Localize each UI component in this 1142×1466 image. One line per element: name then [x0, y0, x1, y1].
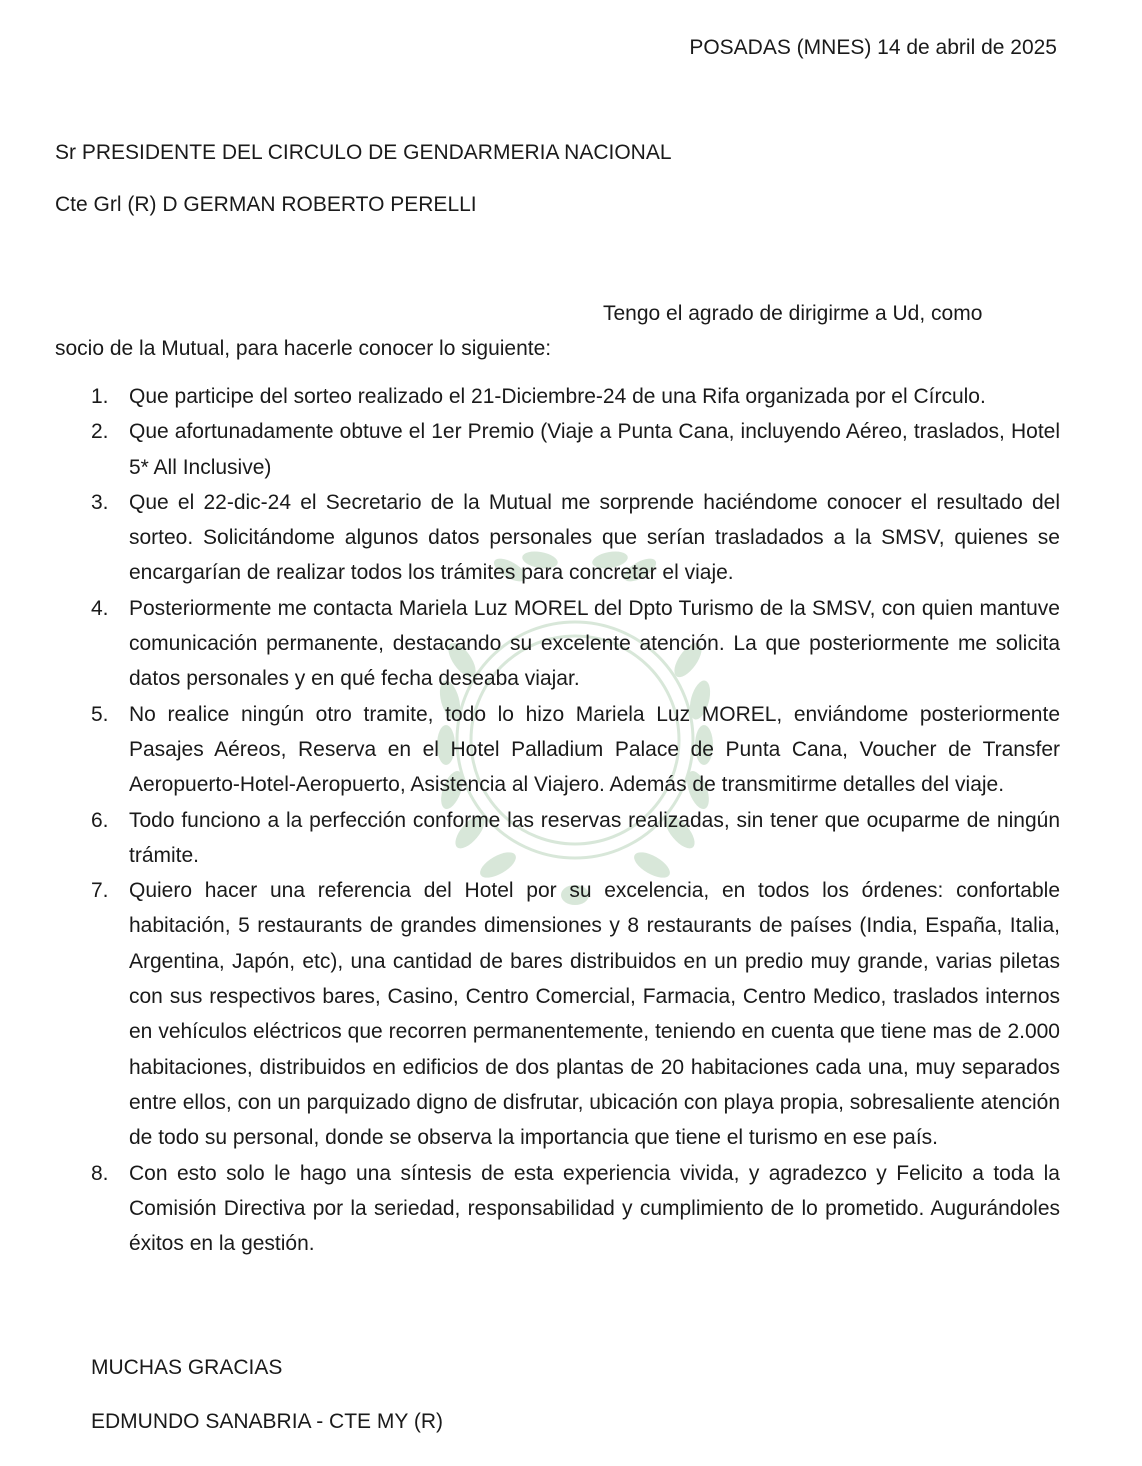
list-item-text: Todo funciono a la perfección conforme las reservas realizadas, sin tener que ocuparme de ningún trámite.: [129, 808, 1060, 867]
list-item-text: Posteriormente me contacta Mariela Luz MOREL del Dpto Turismo de la SMSV, con quien mantuve comunicación permanente, destacando su excelente atención. La que posteriormente me solicita datos personales y en qué fecha deseaba viajar.: [129, 596, 1060, 691]
list-item: [88, 803, 1060, 874]
list-item-number: 2.: [91, 420, 109, 444]
date-line: POSADAS (MNES) 14 de abril de 2025: [689, 36, 1057, 59]
list-item-text: Que el 22-dic-24 el Secretario de la Mutual me sorprende haciéndome conocer el resultado del sorteo. Solicitándome algunos datos personales que serían trasladados a la SMSV, quienes se encargarían de realizar todos los trámites para concretar el viaje.: [129, 490, 1060, 585]
list-item-number: 6.: [91, 808, 109, 832]
list-item-text: Que participe del sorteo realizado el 21-Diciembre-24 de una Rifa organizada por el Círculo.: [129, 385, 986, 408]
list-item-number: 8.: [91, 1161, 109, 1185]
list-item-text: Con esto solo le hago una síntesis de esta experiencia vivida, y agradezco y Felicito a toda la Comisión Directiva por la seriedad, responsabilidad y cumplimiento de lo prometido. Augurándoles éxitos en la gestión.: [129, 1161, 1060, 1256]
list-item-text: Quiero hacer una referencia del Hotel por su excelencia, en todos los órdenes: confortable habitación, 5 restaurants de grandes dimensiones y 8 restaurants de países (India, España, Italia, Argentina, Japón, etc), una cantidad de bares distribuidos en un predio muy grande, varias piletas con sus respectivos bares, Casino, Centro Comercial, Farmacia, Centro Medico, traslados internos en vehículos eléctricos que recorren permanentemente, teniendo en cuenta que tiene mas de 2.000 habitaciones, distribuidos en edificios de dos plantas de 20 habitaciones cada una, muy separados entre ellos, con un parquizado digno de disfrutar, ubicación con playa propia, sobresaliente atención de todo su personal, donde se observa la importancia que tiene el turismo en ese país.: [129, 879, 1060, 1150]
list-item: [88, 485, 1060, 591]
signature: EDMUNDO SANABRIA - CTE MY (R): [91, 1410, 443, 1433]
list-item-number: 7.: [91, 879, 109, 903]
intro-first-line: Tengo el agrado de dirigirme a Ud, como: [603, 302, 983, 325]
closing-thanks: MUCHAS GRACIAS: [91, 1356, 283, 1379]
list-item-number: 5.: [91, 702, 109, 726]
list-item: [88, 1156, 1060, 1262]
list-item-number: 1.: [91, 385, 109, 408]
list-item-number: 3.: [91, 490, 109, 514]
list-item: [88, 697, 1060, 803]
addressee-name: Cte Grl (R) D GERMAN ROBERTO PERELLI: [55, 193, 477, 216]
list-item-text: Que afortunadamente obtuve el 1er Premio (Viaje a Punta Cana, incluyendo Aéreo, traslados, Hotel 5* All Inclusive): [129, 420, 1060, 479]
list-item: [88, 379, 1060, 414]
list-item-text: No realice ningún otro tramite, todo lo hizo Mariela Luz MOREL, enviándome posteriormente Pasajes Aéreos, Reserva en el Hotel Palladium Palace de Punta Cana, Voucher de Transfer Aeropuerto-Hotel-Aeropuerto, Asistencia al Viajero. Además de transmitirme detalles del viaje.: [129, 702, 1060, 797]
addressee-title: Sr PRESIDENTE DEL CIRCULO DE GENDARMERIA NACIONAL: [55, 141, 672, 164]
list-item: [88, 414, 1060, 485]
list-item: [88, 873, 1060, 1155]
list-item-number: 4.: [91, 596, 109, 620]
list-item: [88, 591, 1060, 697]
intro-paragraph: [55, 296, 1060, 366]
intro-second-line: socio de la Mutual, para hacerle conocer lo siguiente:: [55, 337, 552, 360]
numbered-list: [88, 379, 1060, 1261]
